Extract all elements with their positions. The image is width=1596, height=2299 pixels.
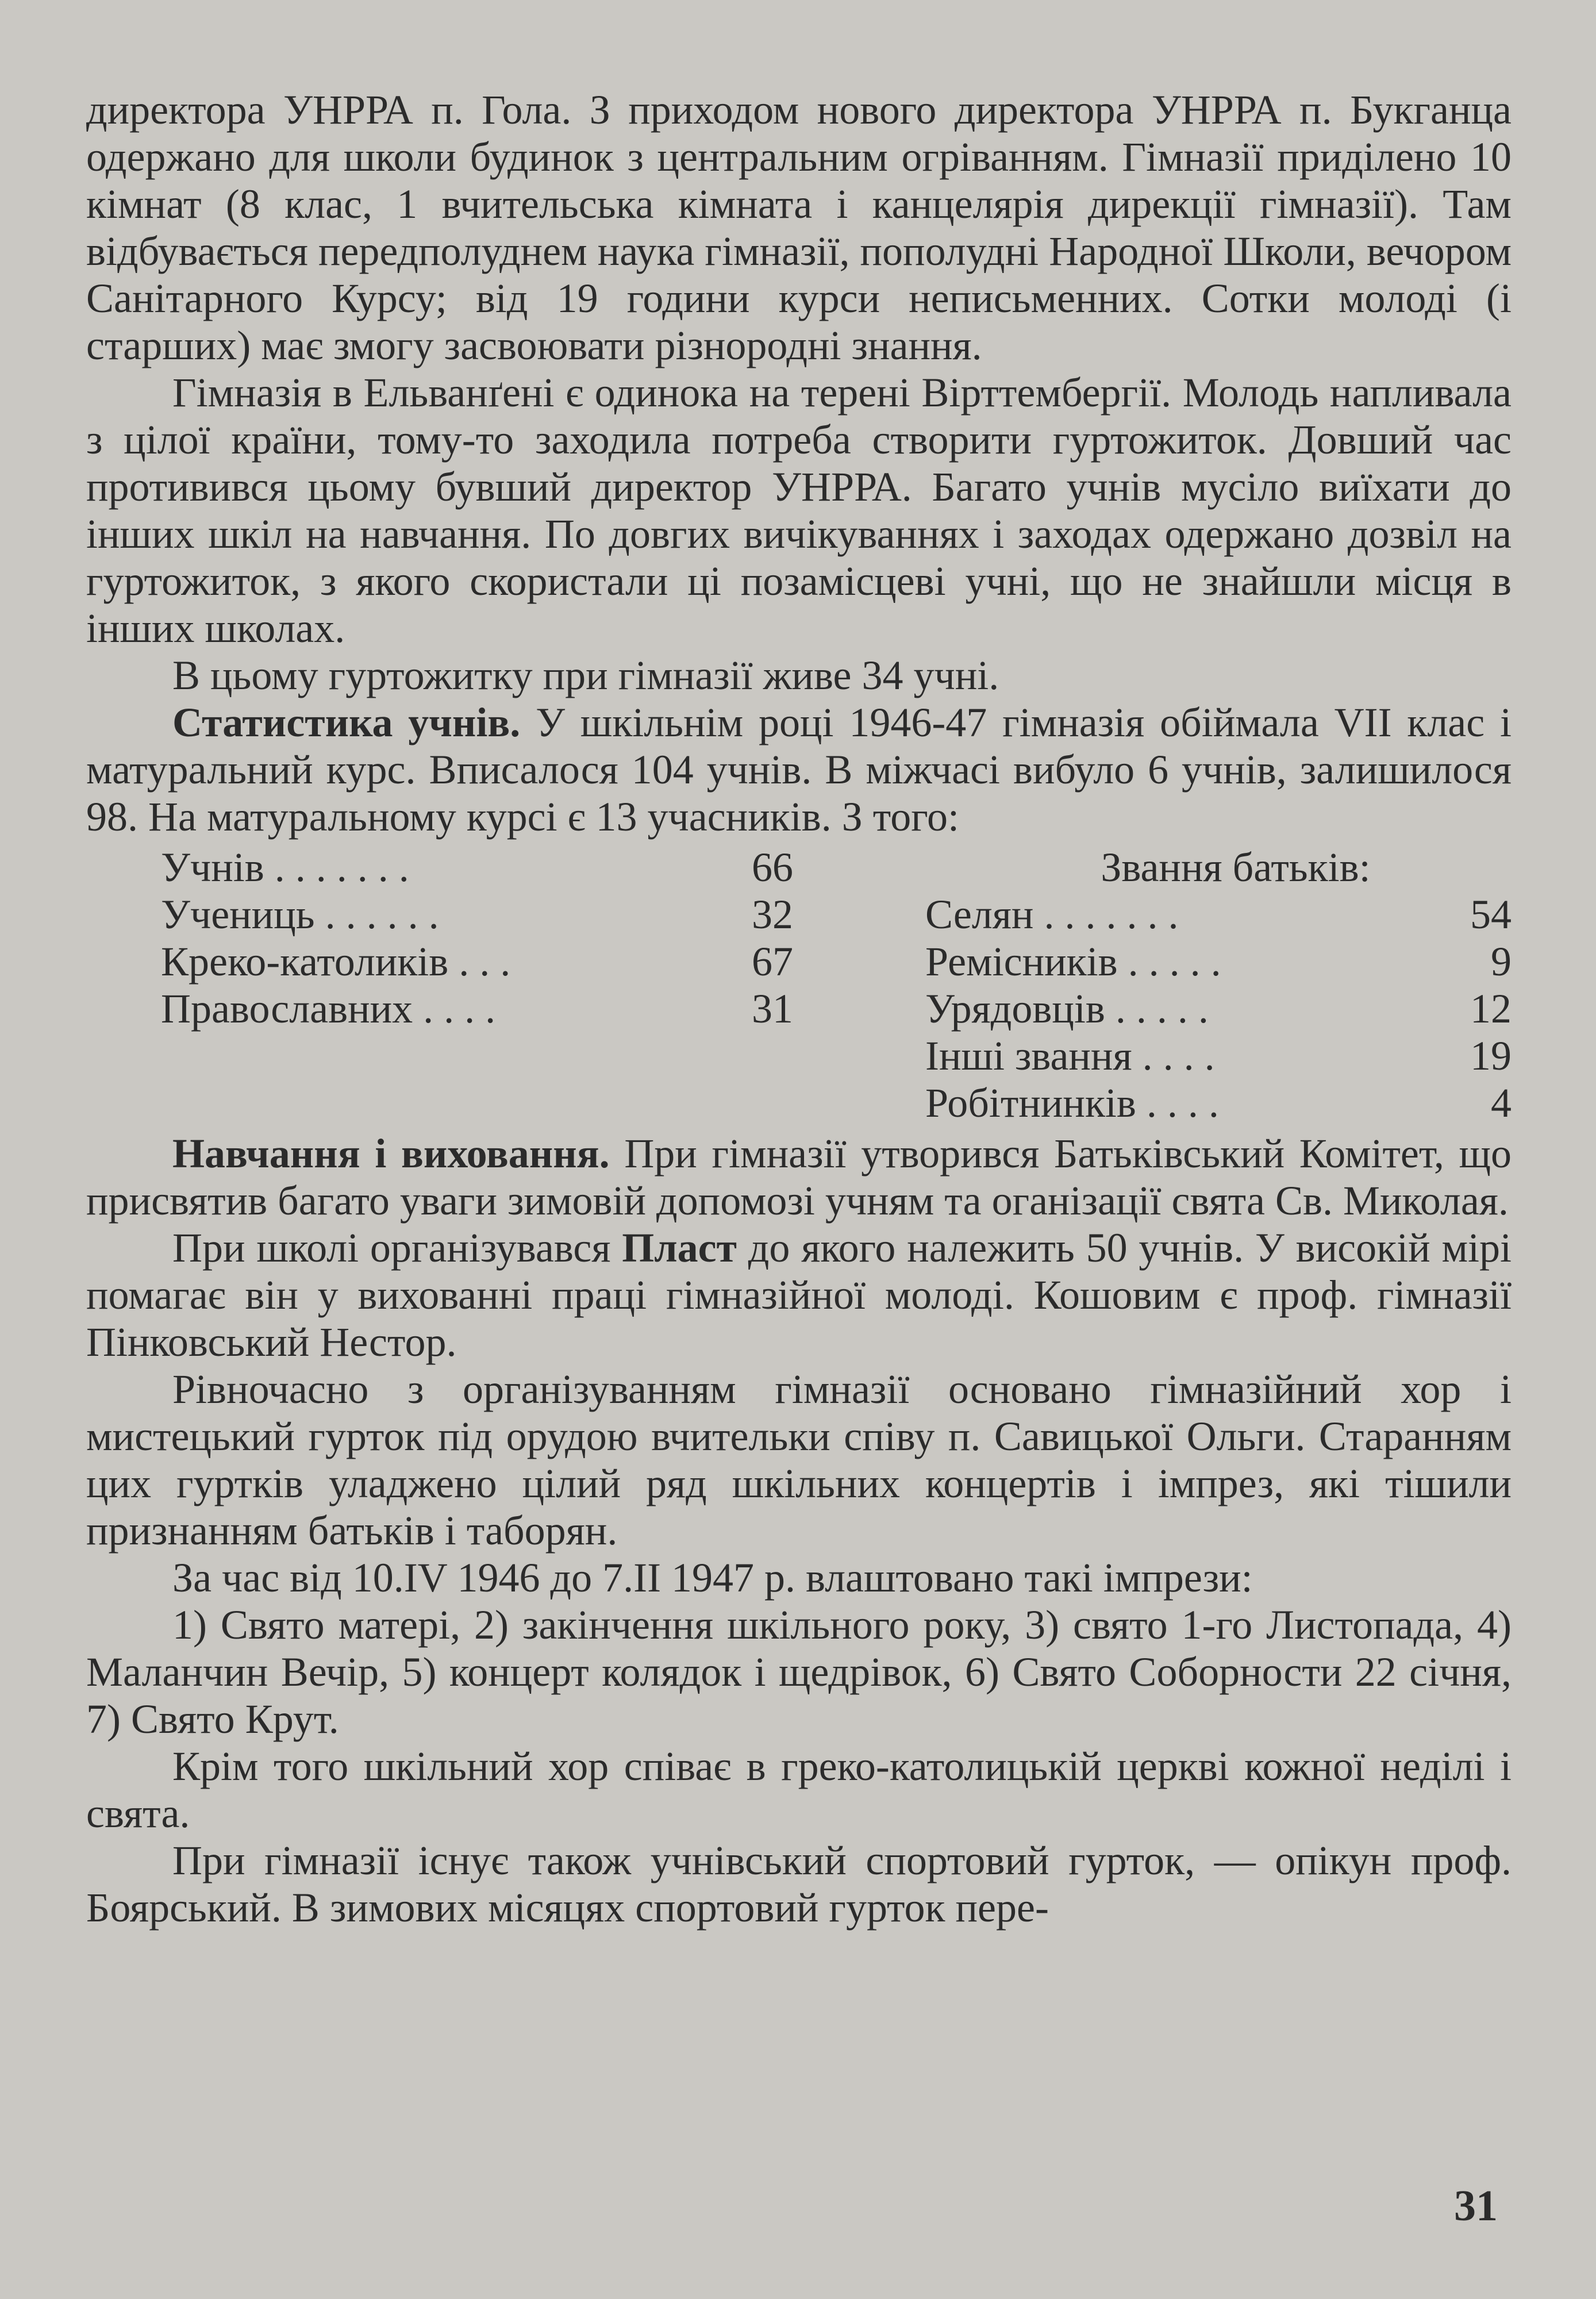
stat-label: Інші звання . . . . [925, 1033, 1215, 1079]
occupation-heading: Звання батьків: [1101, 844, 1371, 890]
paragraph: Рівночасно з організуванням гімназії основано гімназійний хор і мистецький гурток під орудою вчительки співу п. Савицької Ольги. Старанням цих гуртків уладжено цілий ряд шкільних концертів і імпрез, які тішили признанням батьків і таборян. [86, 1366, 1512, 1554]
paragraph: При гімназії існує також учнівський спортовий гурток, — опікун проф. Боярський. В зимових місяцях спортовий гурток пере- [86, 1837, 1512, 1931]
page-number: 31 [1454, 2182, 1498, 2230]
stat-row [161, 938, 793, 985]
stat-row [925, 938, 1512, 985]
education-heading: Навчання і виховання. [172, 1131, 610, 1177]
education-text: При гімназії утворився Батьківський Комітет, що присвятив багато уваги зимовій допомозі учням та оганізації свята Св. Миколая. [86, 1131, 1512, 1224]
stat-row [161, 891, 793, 938]
stat-value: 9 [1491, 939, 1512, 985]
stat-value: 19 [1470, 1033, 1512, 1079]
plast-text-after: до якого належить 50 учнів. У високій мірі помагає він у вихованні праці гімназійної молоді. Кошовим є проф. гімназії Пінковський Нестор. [86, 1225, 1512, 1365]
education-paragraph [86, 1130, 1512, 1224]
stat-value: 32 [752, 891, 793, 937]
stat-value: 12 [1470, 986, 1512, 1032]
events-list: 1) Свято матері, 2) закінчення шкільного року, 3) свято 1-го Листопада, 4) Маланчин Вечір, 5) концерт колядок і щедрівок, 6) Свято Соборности 22 січня, 7) Свято Крут. [86, 1602, 1512, 1742]
stat-label: Селян . . . . . . . [925, 891, 1179, 937]
stat-value: 4 [1491, 1080, 1512, 1126]
stat-label: Урядовців . . . . . [925, 986, 1209, 1032]
stat-value: 67 [752, 939, 793, 985]
stat-row [925, 891, 1512, 938]
stat-row [161, 985, 793, 1032]
plast-text-before: При школі організувався [172, 1225, 611, 1271]
stat-row [161, 844, 793, 891]
stat-row [925, 1032, 1512, 1079]
students-breakdown [161, 844, 793, 1127]
plast-name: Пласт [622, 1225, 737, 1271]
stat-value: 54 [1470, 891, 1512, 937]
stat-value: 66 [752, 844, 793, 890]
paragraph: Крім того шкільний хор співає в греко-католицькій церкві кожної неділі і свята. [86, 1743, 1512, 1836]
stat-value: 31 [752, 986, 793, 1032]
statistics-paragraph [86, 699, 1512, 840]
statistics-text: У шкільнім році 1946-47 гімназія обіймала VII клас і матуральний курс. Вписалося 104 учнів. В міжчасі вибуло 6 учнів, залишилося 98. На матуральному курсі є 13 учасників. З того: [86, 699, 1512, 840]
statistics-table [86, 844, 1512, 1127]
paragraph: В цьому гуртожитку при гімназії живе 34 учні. [172, 652, 999, 698]
stat-label: Учнів . . . . . . . [161, 844, 409, 890]
stat-label: Креко-католиків . . . [161, 939, 511, 985]
stat-row [925, 985, 1512, 1032]
stat-label: Ремісників . . . . . [925, 939, 1221, 985]
statistics-heading: Статистика учнів. [172, 699, 521, 745]
paragraph: За час від 10.IV 1946 до 7.II 1947 р. влаштовано такі імпрези: [172, 1555, 1253, 1601]
page-body [86, 86, 1512, 1931]
paragraph: Гімназія в Ельванґені є одинока на терені Вірттембергії. Молодь напливала з цілої країни, тому-то заходила потреба створити гуртожиток. Довший час противився цьому бувший директор УНРРА. Багато учнів мусіло виїхати до інших шкіл на навчання. По довгих вичікуваннях і заходах одержано дозвіл на гуртожиток, з якого скористали ці позамісцеві учні, що не знайшли місця в інших школах. [86, 370, 1512, 651]
stat-label: Православних . . . . [161, 986, 496, 1032]
parents-occupation [925, 844, 1512, 1127]
paragraph: директора УНРРА п. Гола. З приходом нового директора УНРРА п. Букганца одержано для школи будинок з центральним огріванням. Гімназії приділено 10 кімнат (8 клас, 1 вчительська кімната і канцелярія дирекції гімназії). Там відбувається передполуднем наука гімназії, пополудні Народної Школи, вечором Санітарного Курсу; від 19 години курси неписьменних. Сотки молоді (і старших) має змогу засвоювати різнородні знання. [86, 87, 1512, 368]
plast-paragraph [86, 1224, 1512, 1366]
stat-row [925, 1079, 1512, 1127]
stat-label: Учениць . . . . . . [161, 891, 439, 937]
stat-label: Робітнинків . . . . [925, 1080, 1219, 1126]
